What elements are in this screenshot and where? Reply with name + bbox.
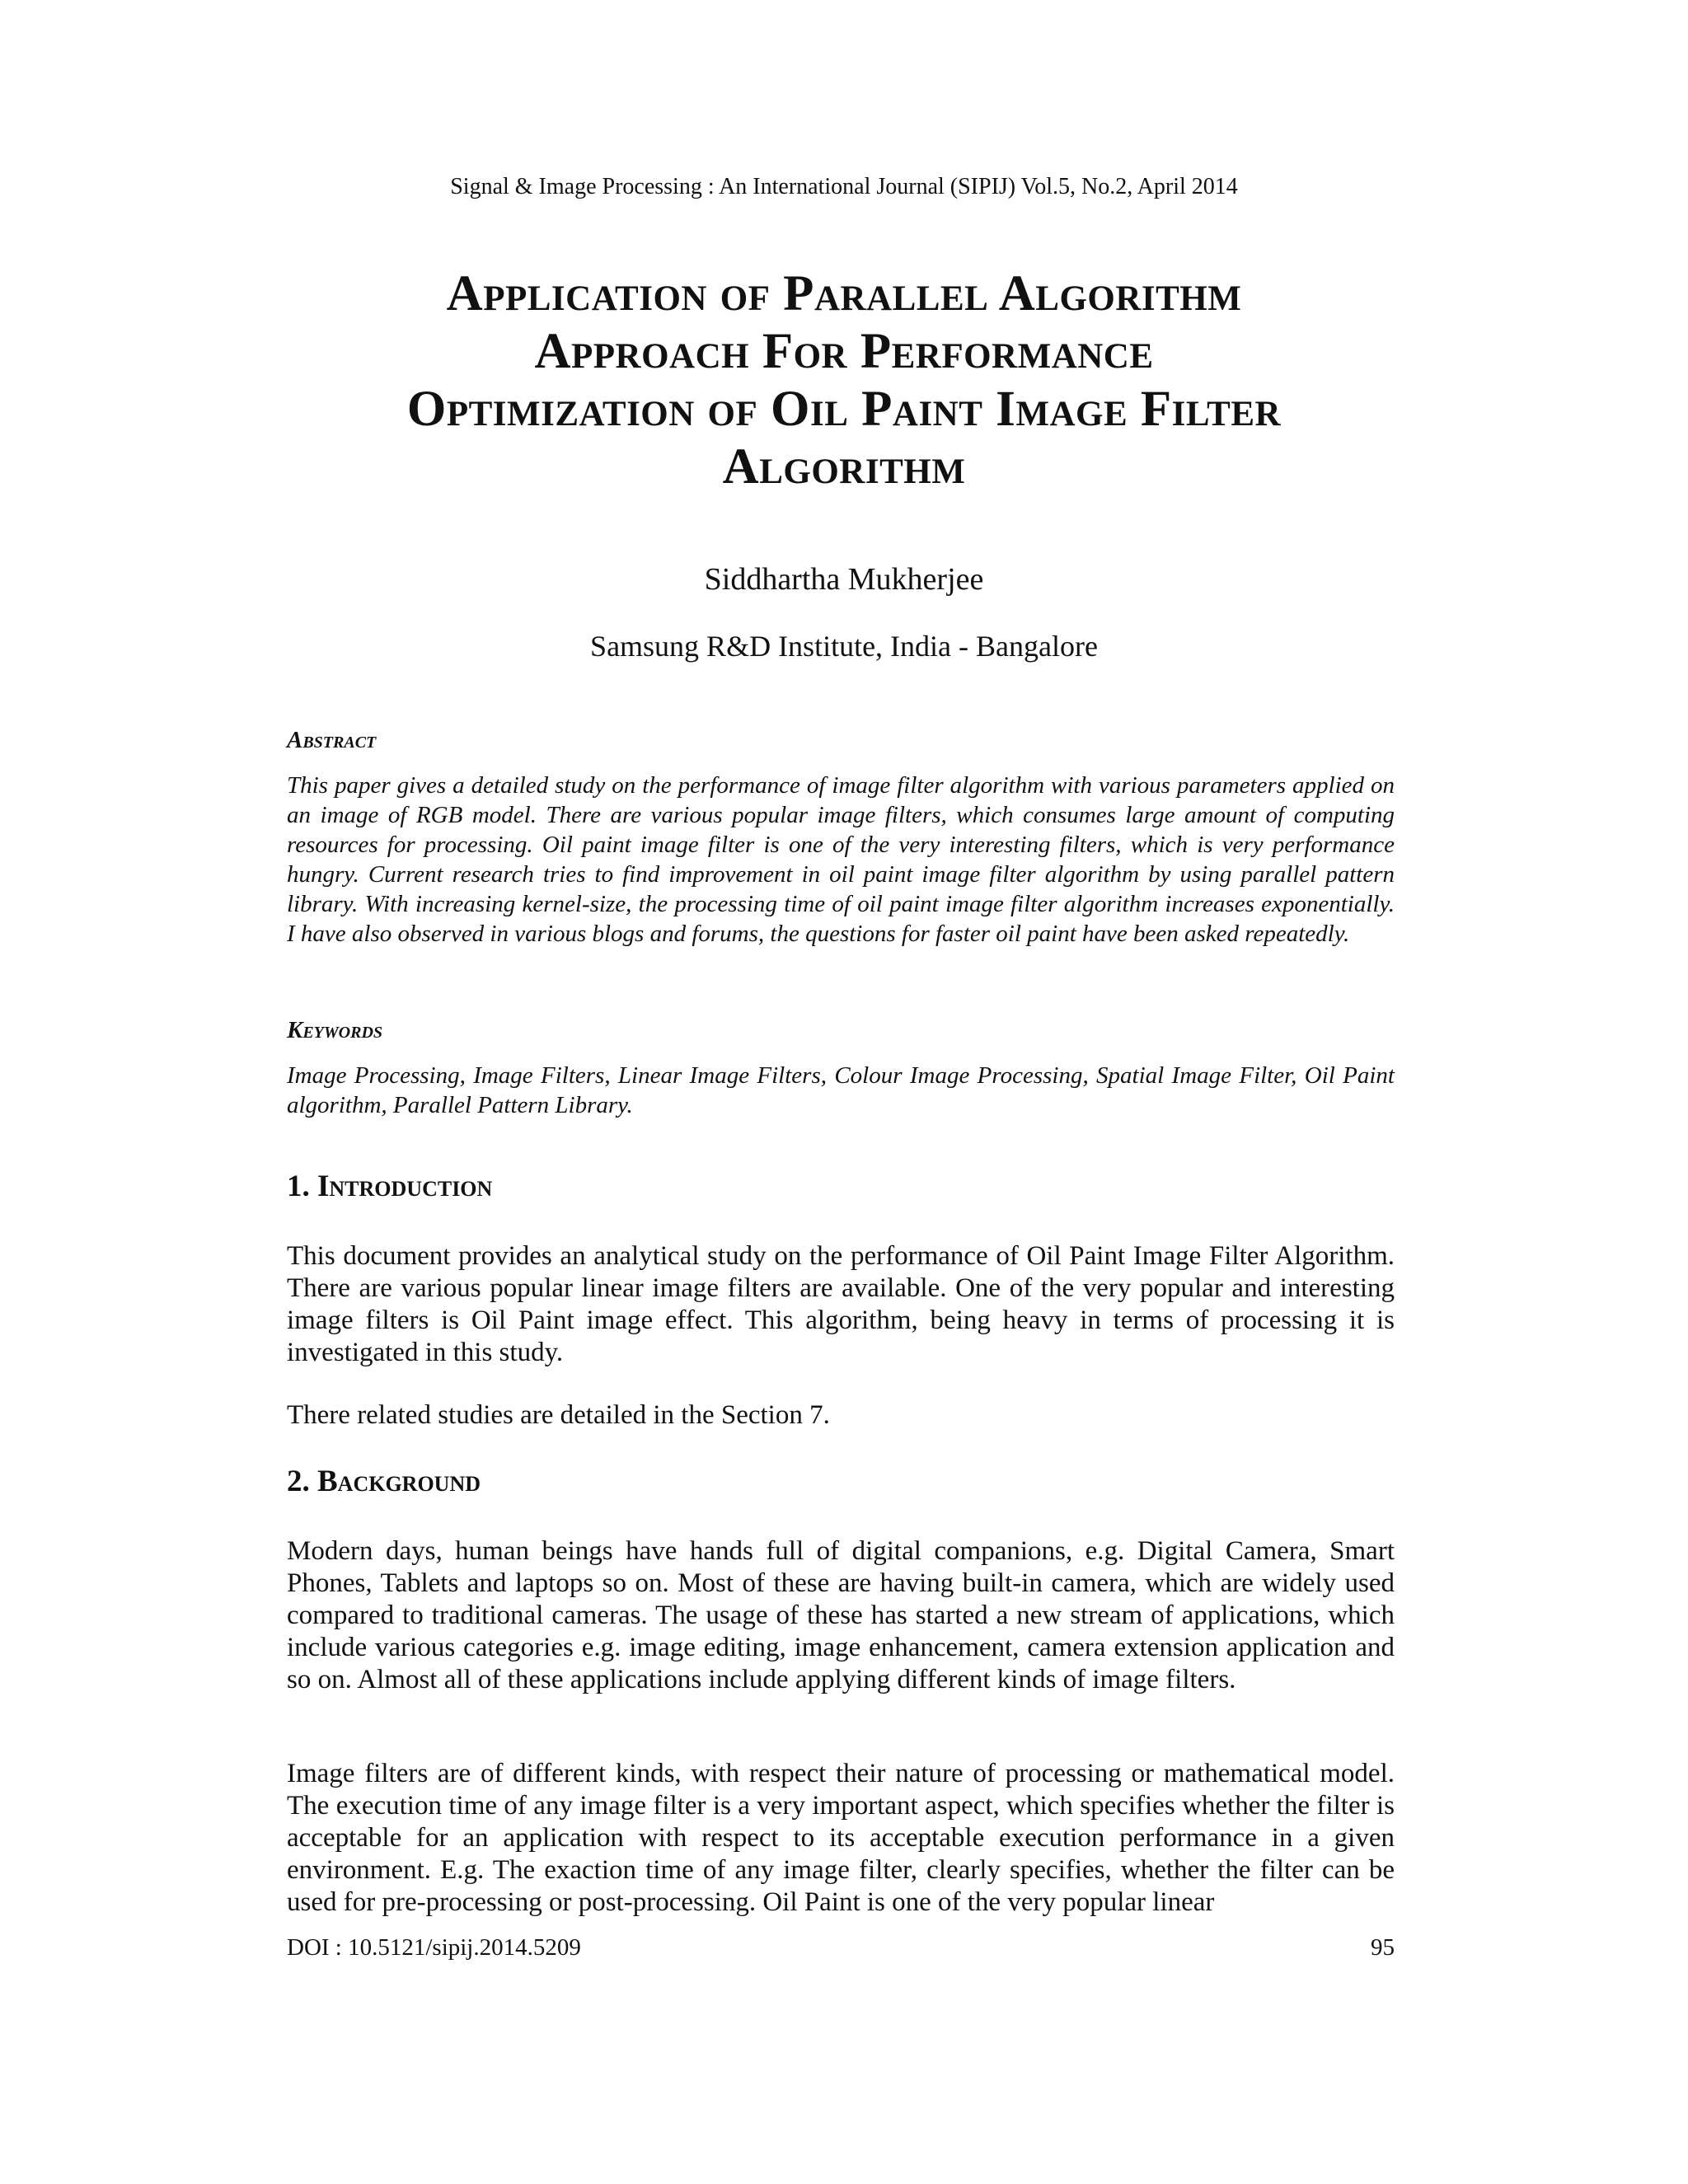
title-line-2: Approach For Performance — [534, 324, 1154, 379]
title-line-1: Application of Parallel Algorithm — [446, 266, 1242, 321]
intro-paragraph-1: This document provides an analytical study on the performance of Oil Paint Image Filter Algorithm. There are various popular linear image filters are available. One of the very popular and interesting image filters is Oil Paint image effect. This algorithm, being heavy in terms of processing it is investigated in this study. — [287, 1241, 1395, 1367]
keywords-heading: Keywords — [287, 1017, 383, 1043]
background-paragraph-2: Image filters are of different kinds, with respect their nature of processing or mathematical model. The execution time of any image filter is a very important aspect, which specifies whether the filter is acceptable for an application with respect to its acceptable execution performance in a given environment. E.g. The exaction time of any image filter, clearly specifies, whether the filter can be used for pre-processing or post-processing. Oil Paint is one of the very popular linear — [287, 1759, 1395, 1917]
background-paragraph-1: Modern days, human beings have hands full of digital companions, e.g. Digital Camera, Smart Phones, Tablets and laptops so on. Most of these are having built-in camera, which are widely used compared to traditional cameras. The usage of these has started a new stream of applications, which include various categories e.g. image editing, image enhancement, camera extension application and so on. Almost all of these applications include applying different kinds of image filters. — [287, 1536, 1395, 1694]
section-heading-introduction: 1. Introduction — [287, 1169, 493, 1203]
section-heading-background: 2. Background — [287, 1465, 481, 1498]
title-line-4: Algorithm — [722, 439, 966, 494]
paper-title — [214, 265, 1474, 496]
author-affiliation: Samsung R&D Institute, India - Bangalore — [590, 630, 1098, 663]
abstract-heading: Abstract — [287, 727, 377, 753]
title-line-3: Optimization of Oil Paint Image Filter — [406, 382, 1282, 437]
author-name: Siddhartha Mukherjee — [704, 562, 984, 597]
keywords-text: Image Processing, Image Filters, Linear Image Filters, Colour Image Processing, Spatial Image Filter, Oil Paint algorithm, Parallel Pattern Library. — [287, 1062, 1395, 1118]
footer-doi: DOI : 10.5121/sipij.2014.5209 — [287, 1934, 581, 1961]
page-number: 95 — [1371, 1934, 1395, 1961]
running-header: Signal & Image Processing : An International Journal (SIPIJ) Vol.5, No.2, April 2014 — [450, 174, 1238, 199]
intro-paragraph-2: There related studies are detailed in the Section 7. — [287, 1400, 830, 1430]
abstract-text: This paper gives a detailed study on the performance of image filter algorithm with various parameters applied on an image of RGB model. There are various popular image filters, which consumes large amount of computing resources for processing. Oil paint image filter is one of the very interesting filters, which is very performance hungry. Current research tries to find improvement in oil paint image filter algorithm by using parallel pattern library. With increasing kernel-size, the processing time of oil paint image filter algorithm increases exponentially. I have also observed in various blogs and forums, the questions for faster oil paint have been asked repeatedly. — [287, 772, 1395, 947]
